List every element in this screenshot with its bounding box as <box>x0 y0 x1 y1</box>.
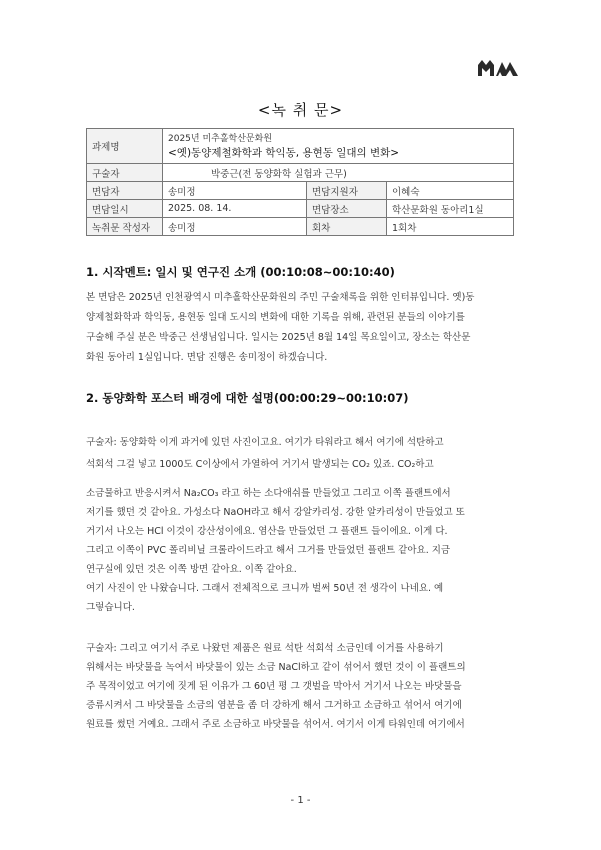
interviewer-label: 면담자 <box>87 182 163 200</box>
text-line: 양제철화학과 학익동, 용현동 일대 도시의 변화에 대한 기록을 위해, 관련된 분들의 이야기를 <box>86 312 465 323</box>
text-line: 여기 사진이 안 나왔습니다. 그래서 전체적으로 크니까 벌써 50년 전 생각이 나네요. 예 <box>86 583 444 594</box>
narrator-label: 구술자 <box>87 164 163 182</box>
title-line-1: 2025년 미추홀학산문화원 <box>168 133 273 144</box>
support-value: 이혜숙 <box>387 182 514 200</box>
text-line: 위해서는 바닷물을 녹여서 바닷물이 있는 소금 NaCl하고 같이 섞어서 했던 것이 이 플랜트의 <box>86 662 466 673</box>
title-line-2: <옛)동양제철화학과 학익동, 용현동 일대의 변화> <box>168 146 400 159</box>
text-line: 저기를 했던 것 같아요. 가성소다 NaOH라고 해서 강알카리성. 강한 알카리성이 만들었고 또 <box>86 507 465 518</box>
text-line: 구술자: 그리고 여기서 주로 나왔던 제품은 원료 석탄 석회석 소금인데 이거를 사용하기 <box>86 643 444 654</box>
section-1-heading: 1. 시작멘트: 일시 및 연구진 소개 (00:10:08~00:10:40) <box>86 265 395 279</box>
logo-icon <box>478 58 518 76</box>
text-line: 연구실에 있던 것은 이쪽 방면 같아요. 이쪽 같아요. <box>86 564 297 575</box>
text-line: 구술해 주실 분은 박중근 선생님입니다. 일시는 2025년 8월 14일 목요일이고, 장소는 학산문 <box>86 332 471 343</box>
text-line: 그렇습니다. <box>86 602 135 613</box>
table-row <box>87 218 514 236</box>
text-line: 석회석 그걸 넣고 1000도 C이상에서 가열하여 거기서 발생되는 CO₂ 있죠. CO₂하고 <box>86 459 434 470</box>
place-label: 면담장소 <box>307 200 387 218</box>
title-value <box>163 129 514 164</box>
date-value: 2025. 08. 14. <box>163 200 307 218</box>
text-line: 거기서 나오는 HCl 이것이 강산성이에요. 염산을 만들었던 그 플랜트 들이에요. 이게 다. <box>86 526 448 537</box>
title-label: 과제명 <box>87 129 163 164</box>
text-line: 증류시켜서 그 바닷물을 소금의 염분을 좀 더 강하게 해서 그거하고 소금하고 섞어서 여기에 <box>86 700 462 711</box>
text-line: 그리고 이쪽이 PVC 폴리비닐 크롤라이드라고 해서 그거를 만들었던 플랜트 같아요. 지금 <box>86 545 451 556</box>
text-line: 본 면담은 2025년 인천광역시 미추홀학산문화원의 주민 구술채록을 위한 인터뷰입니다. 옛)동 <box>86 292 475 303</box>
page-number: - 1 - <box>290 795 311 806</box>
interviewer-value: 송미정 <box>163 182 307 200</box>
text-line: 주 목적이었고 여기에 짓게 된 이유가 그 60년 평 그 갯벌을 막아서 거기서 나오는 바닷물을 <box>86 681 462 692</box>
section-2-heading: 2. 동양화학 포스터 배경에 대한 설명(00:00:29~00:10:07) <box>86 391 409 405</box>
table-row <box>87 200 514 218</box>
session-label: 회차 <box>307 218 387 236</box>
table-row <box>87 182 514 200</box>
table-row <box>87 164 514 182</box>
text-line: 소금물하고 반응시켜서 Na₂CO₃ 라고 하는 소다애쉬를 만들었고 그리고 이쪽 플랜트에서 <box>86 488 451 499</box>
date-label: 면담일시 <box>87 200 163 218</box>
section-1-body <box>86 288 518 368</box>
narrator-value: 박중근(전 동양화학 실험과 근무) <box>163 164 514 182</box>
table-row <box>87 129 514 164</box>
session-value: 1회차 <box>387 218 514 236</box>
text-line: 구술자: 동양화학 이게 과거에 있던 사진이고요. 여기가 타워라고 해서 여기에 석탄하고 <box>86 437 444 448</box>
writer-label: 녹취문 작성자 <box>87 218 163 236</box>
support-label: 면담지원자 <box>307 182 387 200</box>
section-2-para-3 <box>86 639 518 734</box>
document-title: <녹 취 문> <box>257 101 344 119</box>
section-2-para-1 <box>86 432 518 476</box>
text-line: 화원 동아리 1실입니다. 면담 진행은 송미정이 하겠습니다. <box>86 352 328 363</box>
section-2-para-2 <box>86 484 518 617</box>
writer-value: 송미정 <box>163 218 307 236</box>
place-value: 학산문화원 동아리1실 <box>387 200 514 218</box>
info-table <box>86 128 514 236</box>
text-line: 원료를 썼던 거예요. 그래서 주로 소금하고 바닷물을 섞어서. 여기서 이게 타워인데 여기에서 <box>86 719 465 730</box>
